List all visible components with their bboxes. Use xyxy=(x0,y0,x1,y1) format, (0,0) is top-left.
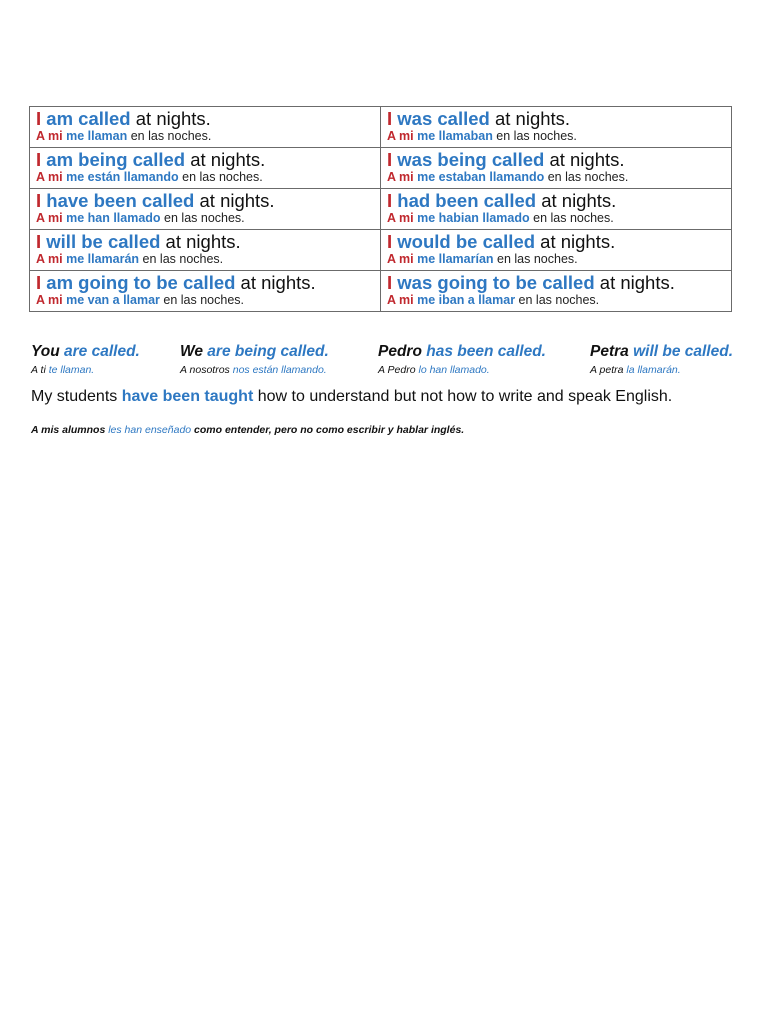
verb-phrase: am called xyxy=(46,108,131,129)
example-we: We are being called. A nosotros nos están llamando. xyxy=(180,343,329,376)
table-cell: I have been called at nights. A mi me han llamado en las noches. xyxy=(30,189,381,230)
example-petra: Petra will be called. A petra la llamarán. xyxy=(590,343,734,376)
table-cell: I was being called at nights. A mi me estaban llamando en las noches. xyxy=(381,148,732,189)
example-sentence-spanish: A mis alumnos les han enseñado como entender, pero no como escribir y hablar inglés. xyxy=(31,424,465,436)
table-cell: I am going to be called at nights. A mi me van a llamar en las noches. xyxy=(30,271,381,312)
table-cell: I was going to be called at nights. A mi me iban a llamar en las noches. xyxy=(381,271,732,312)
passive-voice-table xyxy=(29,106,732,312)
table-cell: I had been called at nights. A mi me habian llamado en las noches. xyxy=(381,189,732,230)
example-you: You are called. A ti te llaman. xyxy=(31,343,140,376)
table-row xyxy=(30,230,732,271)
table-row xyxy=(30,107,732,148)
table-cell: I am being called at nights. A mi me están llamando en las noches. xyxy=(30,148,381,189)
table-cell: I will be called at nights. A mi me llamarán en las noches. xyxy=(30,230,381,271)
table-row xyxy=(30,148,732,189)
table-cell: I am called at nights. A mi me llaman en las noches. xyxy=(30,107,381,148)
example-sentence-english: My students have been taught how to understand but not how to write and speak English. xyxy=(31,388,673,405)
table-cell: I would be called at nights. A mi me llamarían en las noches. xyxy=(381,230,732,271)
example-pedro: Pedro has been called. A Pedro lo han llamado. xyxy=(378,343,546,376)
table-row xyxy=(30,189,732,230)
subject: I xyxy=(36,108,42,129)
table-cell: I was called at nights. A mi me llamaban en las noches. xyxy=(381,107,732,148)
table-row xyxy=(30,271,732,312)
